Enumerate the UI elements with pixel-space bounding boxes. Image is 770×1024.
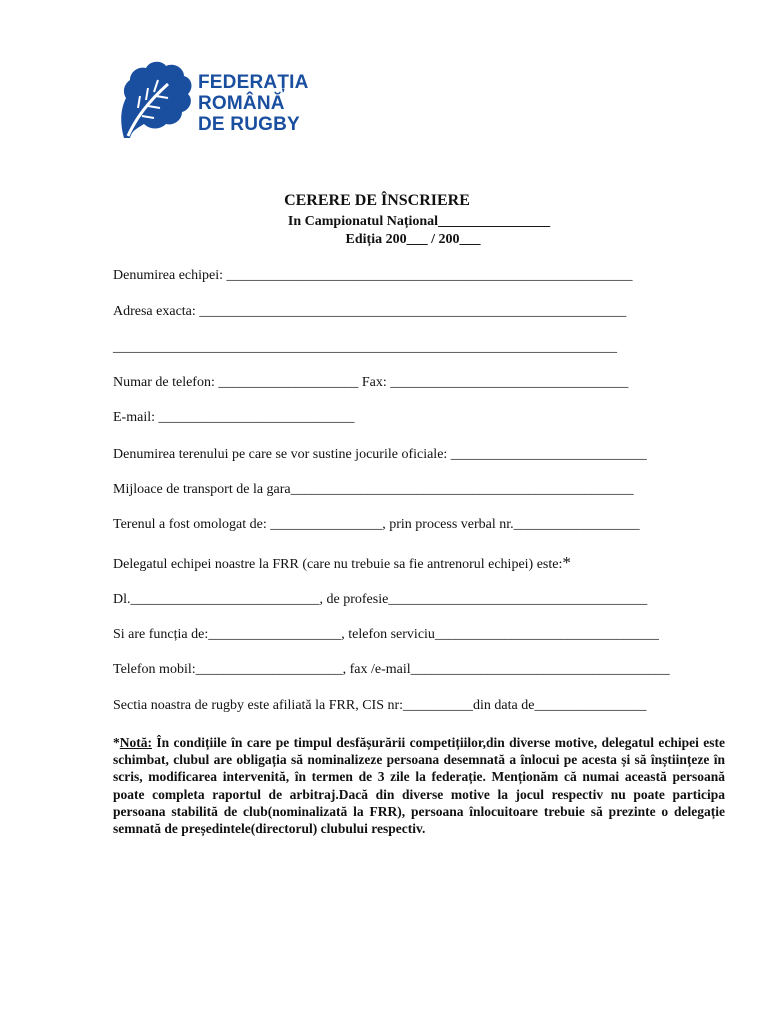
edition-line: Ediția 200___ / 200___: [345, 232, 481, 247]
delegate-heading-text: Delegatul echipei noastre la FRR (care nu trebuie sa fie antrenorul echipei) este:: [113, 557, 563, 572]
frr-logo: [110, 58, 320, 143]
email-field[interactable]: E-mail: ____________________________: [113, 410, 355, 425]
oak-leaf-icon: [110, 58, 196, 142]
ground-name-field[interactable]: Denumirea terenului pe care se vor sustine jocurile oficiale: ____________________________: [113, 447, 647, 462]
championship-line: In Campionatul Național________________: [287, 214, 551, 229]
delegate-heading: [113, 553, 571, 573]
delegate-name-field[interactable]: Dl.___________________________, de profesie_____________________________________: [113, 592, 648, 607]
delegate-function-field[interactable]: Si are funcția de:___________________, telefon serviciu________________________________: [113, 627, 659, 642]
affiliation-field[interactable]: Sectia noastra de rugby este afiliată la FRR, CIS nr:__________din data de________________: [113, 698, 647, 713]
address-field[interactable]: Adresa exacta: _____________________________________________________________: [113, 304, 627, 319]
team-name-field[interactable]: Denumirea echipei: __________________________________________________________: [113, 268, 633, 283]
logo-line-2: ROMÂNĂ: [198, 93, 285, 114]
delegate-mobile-field[interactable]: Telefon mobil:_____________________, fax /e-mail_____________________________________: [113, 662, 670, 677]
phone-fax-field[interactable]: Numar de telefon: ____________________ Fax: __________________________________: [113, 375, 629, 390]
logo-line-3: DE RUGBY: [198, 114, 300, 135]
address-field-continued[interactable]: ________________________________________________________________________: [113, 340, 617, 355]
ground-approval-field[interactable]: Terenul a fost omologat de: ________________, prin process verbal nr.__________________: [113, 517, 640, 532]
transport-field[interactable]: Mijloace de transport de la gara_________________________________________________: [113, 482, 634, 497]
note-paragraph: [113, 734, 725, 837]
note-asterisk: *: [113, 735, 120, 750]
note-label: Notă:: [119, 735, 152, 750]
note-text: În condițiile în care pe timpul desfășurării competițiilor,din diverse motive, delegatul echipei este schimbat, clubul are obligația să nominalizeze persoana desemnată a înlocui pe acesta și să înștiințeze în scris, modificarea intervenită, în termen de 3 zile la federație. Menționăm că numai această persoană poate completa raportul de arbitraj.Dacă din diverse motive la jocul respectiv nu poate participa persoana stabilită de club(nominalizată la FRR), persoana înlocuitoare trebuie să prezinte o delegație semnată de președintele(directorul) clubului respectiv.: [113, 735, 725, 837]
delegate-asterisk: *: [562, 553, 571, 572]
form-title: CERERE DE ÎNSCRIERE: [284, 192, 470, 209]
logo-line-1: FEDERAȚIA: [198, 72, 309, 93]
